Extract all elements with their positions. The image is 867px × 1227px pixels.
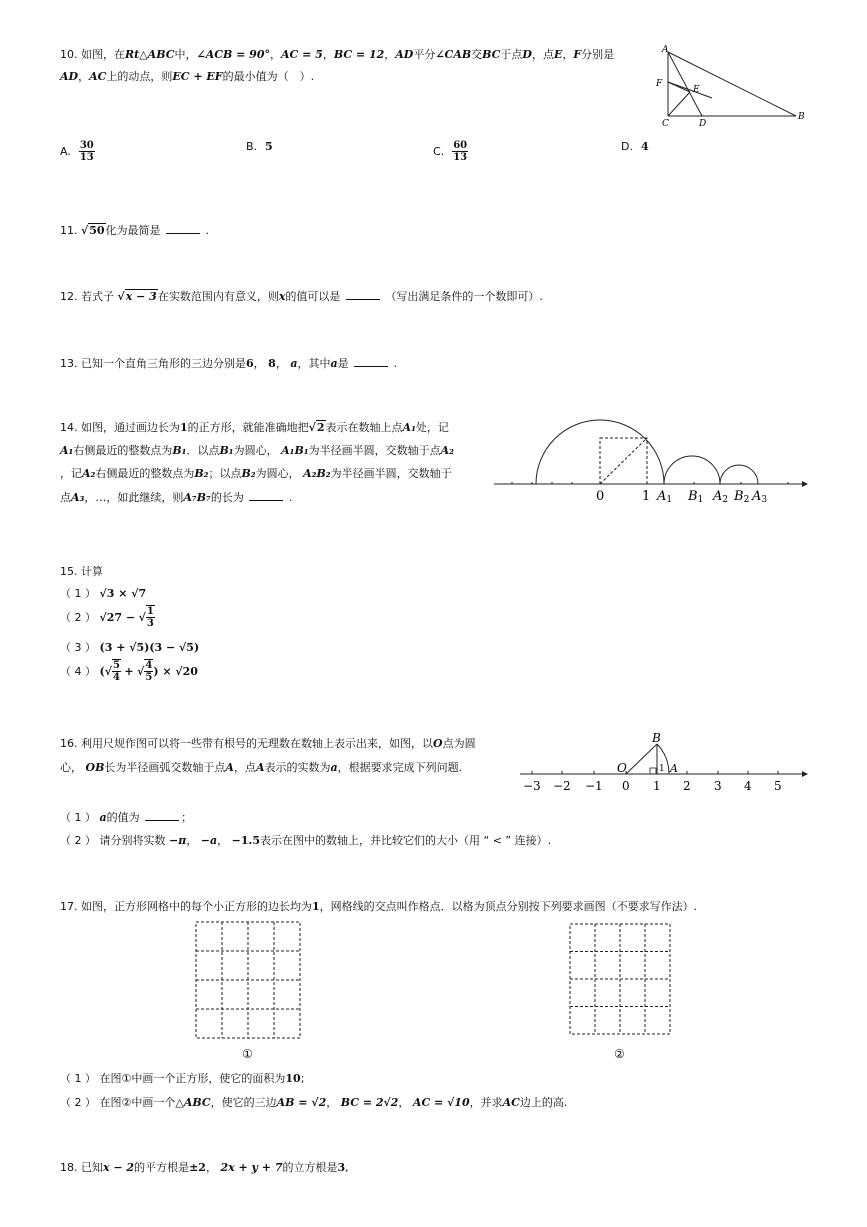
q13-answer-blank[interactable] [354,354,388,367]
fig-label-a: A [662,45,669,55]
q15-item-3: （ 3 ） (3 + √5)(3 − √5) [60,641,200,654]
tick-label: −2 [553,779,571,793]
q10-option-a[interactable]: A. $\frac{30}{13}$ [60,140,94,163]
q14-semicircle-figure [492,412,812,512]
axis-a3-label: A3 [752,489,768,505]
q17-part2: （ 2 ） 在图②中画一个△ABC，使它的三边AB = √2， BC = 2√2， AC = √10，并求AC边上的高. [60,1096,568,1109]
q10-option-c[interactable]: C. $\frac{60}{13}$ [433,140,468,163]
q10-line1: 10. 如图，在Rt△ABC中，∠ACB = 90°，AC = 5，BC = 12，AD平分∠CAB交BC于点D，点E，F分别是 [60,48,615,61]
q16-part2: （ 2 ） 请分别将实数 −π， −a， −1.5表示在图中的数轴上，并比较它们的大小（用 “ < ” 连接）. [60,834,552,847]
fig-label-unit: 1 [659,764,665,774]
fig-label-c: C [662,119,669,129]
q15-title: 15. 计算 [60,565,103,578]
q10-line2: AD，AC上的动点，则EC + EF的最小值为（ ）. [60,70,315,83]
fig-label-o: O [617,761,627,775]
q16-number-line-figure [518,728,812,798]
tick-label: 5 [774,779,782,793]
tick-label: 2 [683,779,691,793]
grid-caption-1: ① [242,1047,253,1061]
axis-b1-label: B1 [688,489,704,505]
grid-figure-1 [194,920,304,1042]
tick-label: −1 [585,779,603,793]
axis-a2-label: A2 [713,489,729,505]
q14-line4: 点A₃，…，如此继续，则A₇B₇的长为 . [60,488,292,505]
grid-figure-2 [568,922,674,1038]
tick-label: 3 [714,779,722,793]
q10-triangle-figure [652,42,812,132]
fig-label-b: B [798,112,805,122]
axis-a1-label: A1 [657,489,673,505]
tick-label: 4 [744,779,752,793]
q10-option-d[interactable]: D. 4 [621,140,649,153]
fig-label-f: F [656,79,663,89]
q10-option-b[interactable]: B. 5 [246,140,273,153]
q17-part1: （ 1 ） 在图①中画一个正方形，使它的面积为10; [60,1072,305,1085]
q15-item-1: （ 1 ） √3 × √7 [60,587,147,600]
q13-line: 13. 已知一个直角三角形的三边分别是6， 8， a，其中a是 . [60,354,397,371]
q12-answer-blank[interactable] [346,287,380,300]
q11-answer-blank[interactable] [166,221,200,234]
fig-label-b: B [652,731,661,745]
q16-line2: 心， OB长为半径画弧交数轴于点A，点A表示的实数为a，根据要求完成下列问题. [60,761,463,774]
q15-item-4: （ 4 ） ( √ $\frac{5}{4}$ + √ $\frac{4}{5}$ ) × √20 [60,660,198,683]
fig-label-d: D [699,119,707,129]
q14-line2: A₁右侧最近的整数点为B₁．以点B₁为圆心， A₁B₁为半径画半圆，交数轴于点A₂ [60,444,454,457]
q16-part1: （ 1 ） a的值为 ； [60,808,192,825]
q14-line3: ，记A₂右侧最近的整数点为B₂；以点B₂为圆心， A₂B₂为半径画半圆，交数轴于 [60,467,452,480]
q14-line1: 14. 如图，通过画边长为1的正方形，就能准确地把√2表示在数轴上点A₁处，记 [60,421,449,434]
axis-b2-label: B2 [734,489,750,505]
tick-label: −3 [523,779,541,793]
tick-label: 1 [653,779,661,793]
q12-line: 12. 若式子 √x − 3在实数范围内有意义，则x的值可以是 （写出满足条件的一个数即可）. [60,287,543,304]
q15-item-2: （ 2 ） √27 − √ $\frac{1}{3}$ [60,606,154,629]
q16-line1: 16. 利用尺规作图可以将一些带有根号的无理数在数轴上表示出来，如图，以O点为圆 [60,737,476,750]
q11-line: 11. √50化为最简是 . [60,221,209,238]
q16-answer-blank[interactable] [145,808,179,821]
q14-answer-blank[interactable] [249,488,283,501]
fig-label-e: E [693,85,700,95]
tick-label: 0 [622,779,630,793]
grid-caption-2: ② [614,1047,625,1061]
q17-line: 17. 如图，正方形网格中的每个小正方形的边长均为1，网格线的交点叫作格点．以格为顶点分别按下列要求画图（不要求写作法）. [60,900,698,913]
q18-line: 18. 已知x − 2的平方根是±2， 2x + y + 7的立方根是3, [60,1161,349,1174]
axis-one-label: 1 [642,489,651,504]
axis-zero-label: 0 [596,489,605,504]
fig-label-a: A [670,762,678,775]
